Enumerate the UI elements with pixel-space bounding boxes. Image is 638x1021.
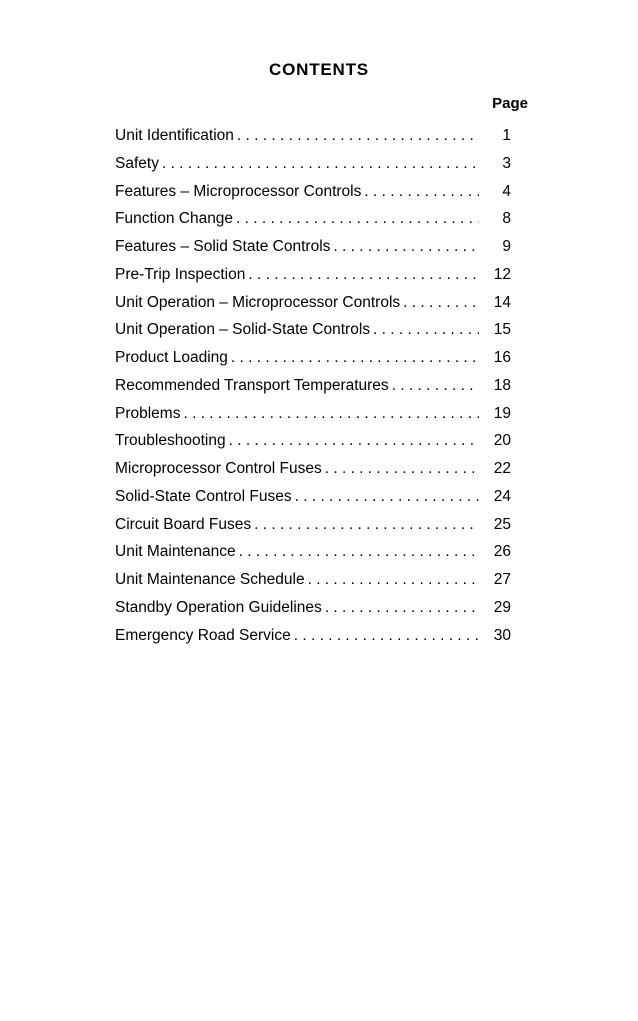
toc-entry-title: Circuit Board Fuses: [115, 515, 252, 533]
dot-leader: [333, 233, 479, 261]
dot-leader: [373, 316, 479, 344]
toc-entry-page: 30: [493, 626, 511, 644]
toc-entry-page: 19: [493, 404, 511, 422]
toc-entry-page: 15: [493, 321, 511, 339]
dot-leader: [403, 289, 479, 317]
dot-leader: [325, 594, 479, 622]
toc-entry-unit-operation-solid-state-controls[interactable]: [115, 316, 511, 344]
toc-entry-title: Microprocessor Control Fuses: [115, 460, 322, 477]
toc-entry-title: Unit Operation – Solid-State Controls: [115, 321, 371, 339]
dot-leader: [248, 261, 479, 289]
toc-entry-page: 26: [493, 543, 511, 561]
table-of-contents: [115, 122, 511, 649]
toc-entry-unit-maintenance-schedule[interactable]: [115, 566, 511, 594]
toc-entry-pre-trip-inspection[interactable]: [115, 261, 511, 289]
toc-entry-standby-operation-guidelines[interactable]: [115, 594, 511, 622]
toc-entry-page: 25: [493, 515, 511, 533]
dot-leader: [295, 483, 479, 511]
toc-entry-title: Pre-Trip Inspection: [115, 265, 246, 283]
dot-leader: [236, 205, 479, 233]
dot-leader: [392, 372, 479, 400]
page-column-label: Page: [492, 95, 528, 112]
toc-entry-title: Features – Microprocessor Controls: [115, 182, 362, 200]
toc-entry-page: 27: [493, 571, 511, 588]
toc-entry-page: 14: [493, 293, 511, 311]
dot-leader: [183, 400, 479, 428]
toc-entry-title: Problems: [115, 404, 181, 422]
dot-leader: [294, 622, 479, 650]
toc-entry-page: 29: [493, 598, 511, 616]
dot-leader: [231, 344, 479, 372]
toc-entry-product-loading[interactable]: [115, 344, 511, 372]
toc-entry-emergency-road-service[interactable]: [115, 622, 511, 650]
toc-entry-function-change[interactable]: [115, 205, 511, 233]
toc-entry-page: 24: [493, 487, 511, 505]
toc-entry-title: Troubleshooting: [115, 432, 226, 450]
toc-entry-title: Recommended Transport Temperatures: [115, 376, 389, 394]
toc-entry-unit-maintenance[interactable]: [115, 538, 511, 566]
toc-entry-page: 8: [502, 210, 511, 228]
dot-leader: [254, 511, 479, 539]
toc-entry-microprocessor-control-fuses[interactable]: [115, 455, 511, 483]
toc-entry-page: 22: [493, 460, 511, 477]
dot-leader: [239, 538, 479, 566]
toc-entry-page: 20: [493, 432, 511, 450]
toc-entry-page: 18: [493, 376, 511, 394]
dot-leader: [325, 455, 479, 483]
page-title: CONTENTS: [269, 60, 369, 79]
toc-entry-solid-state-control-fuses[interactable]: [115, 483, 511, 511]
dot-leader: [308, 566, 479, 594]
toc-entry-circuit-board-fuses[interactable]: [115, 511, 511, 539]
toc-entry-title: Function Change: [115, 210, 234, 228]
toc-entry-page: 12: [493, 265, 511, 283]
toc-entry-page: 4: [502, 182, 511, 200]
toc-entry-page: 9: [502, 238, 511, 255]
toc-entry-title: Unit Identification: [115, 127, 234, 144]
toc-entry-title: Unit Operation – Microprocessor Controls: [115, 293, 401, 311]
toc-entry-problems[interactable]: [115, 400, 511, 428]
dot-leader: [229, 427, 479, 455]
toc-entry-page: 3: [502, 154, 511, 172]
toc-entry-page: 16: [493, 349, 511, 366]
toc-entry-title: Unit Maintenance Schedule: [115, 571, 305, 588]
toc-entry-page: 1: [502, 127, 511, 144]
toc-entry-title: Safety: [115, 154, 159, 172]
toc-entry-title: Solid-State Control Fuses: [115, 487, 292, 505]
toc-entry-features-solid-state-controls[interactable]: [115, 233, 511, 261]
toc-entry-troubleshooting[interactable]: [115, 427, 511, 455]
toc-entry-recommended-transport-temperatures[interactable]: [115, 372, 511, 400]
toc-entry-title: Emergency Road Service: [115, 626, 291, 644]
toc-entry-unit-identification[interactable]: [115, 122, 511, 150]
toc-entry-title: Unit Maintenance: [115, 543, 236, 561]
toc-entry-unit-operation-microprocessor-controls[interactable]: [115, 289, 511, 317]
dot-leader: [364, 178, 479, 206]
toc-entry-title: Standby Operation Guidelines: [115, 598, 322, 616]
toc-entry-title: Features – Solid State Controls: [115, 238, 331, 255]
toc-entry-safety[interactable]: [115, 150, 511, 178]
toc-entry-features-microprocessor-controls[interactable]: [115, 178, 511, 206]
toc-entry-title: Product Loading: [115, 349, 228, 366]
dot-leader: [237, 122, 479, 150]
dot-leader: [162, 150, 479, 178]
